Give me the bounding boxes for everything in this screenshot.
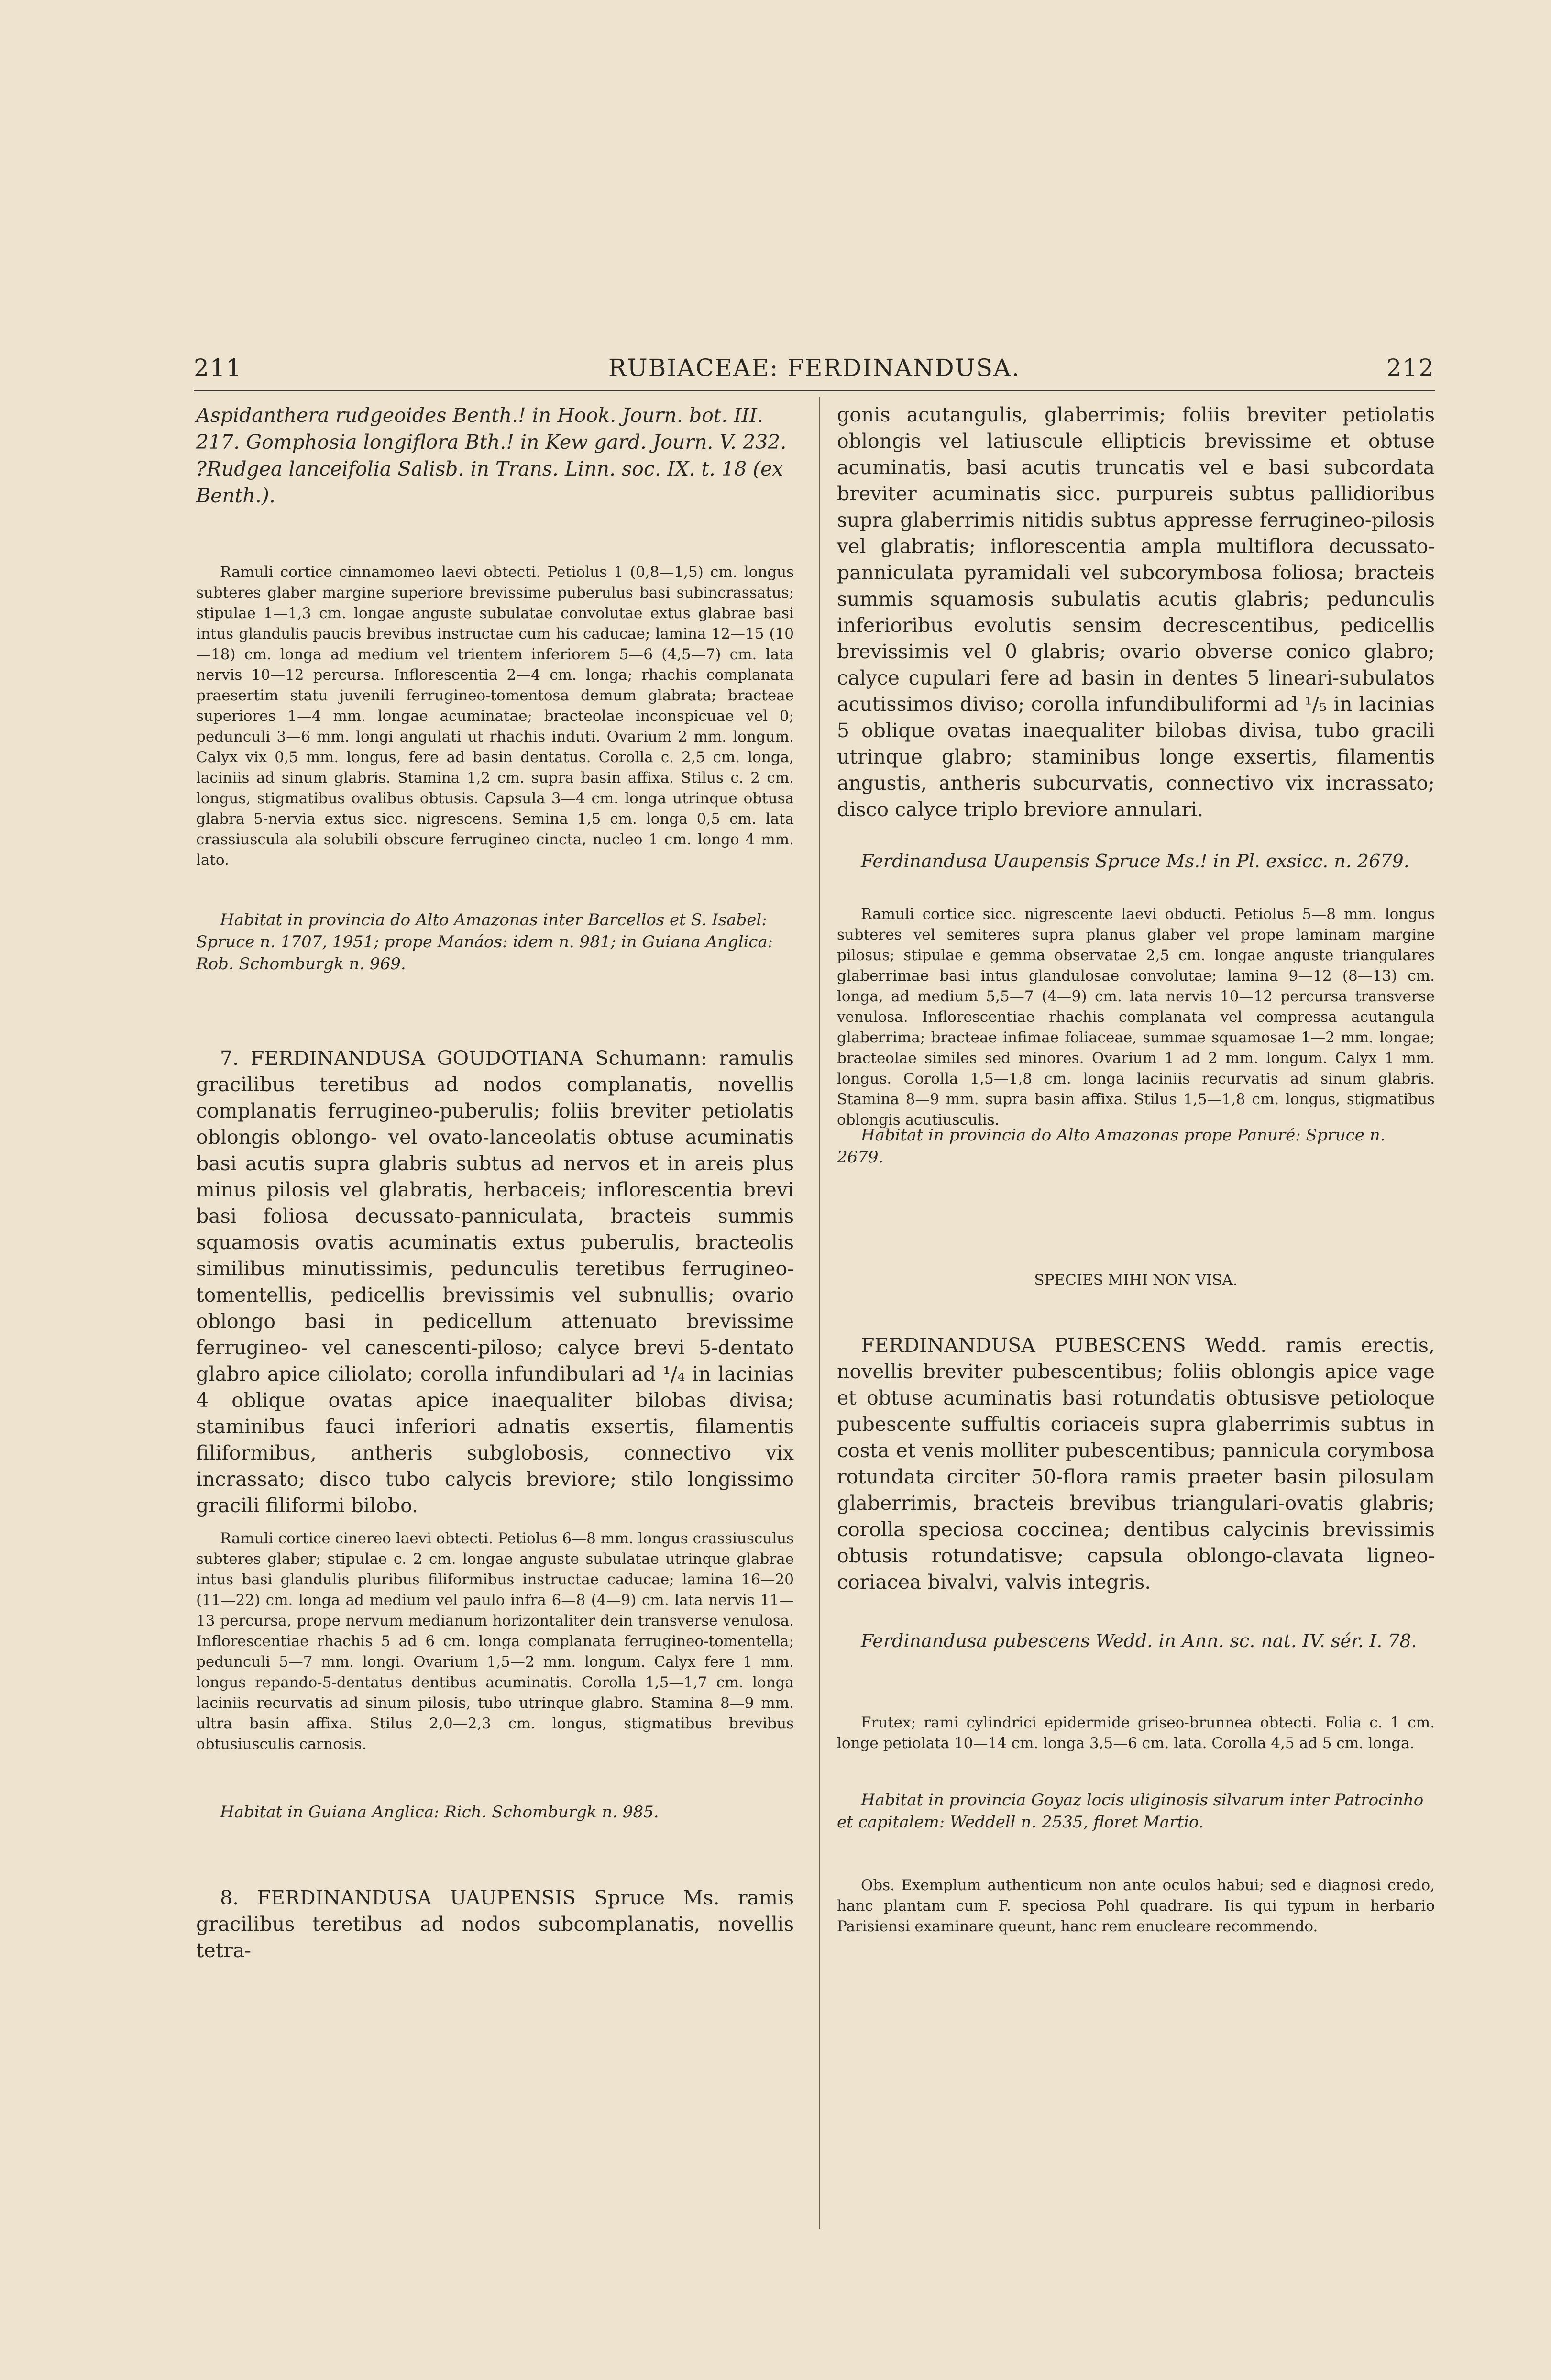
habitat-species-6: Habitat in provincia do Alto Amazonas inter Barcellos et S. Isabel: Spruce n. 1707, 1951; prope Manáos: idem n. 981; in Guiana Anglica: Rob. Schomburgk n. 969. bbox=[196, 910, 773, 974]
habitat-pubescens: Habitat in provincia Goyaz locis uliginosis silvarum inter Patrocinho et capitalem: Weddell n. 2535, floret Martio. bbox=[837, 1791, 1424, 1832]
species-7-diagnosis: 7. FERDINANDUSA GOUDOTIANA Schumann: ramulis gracilibus teretibus ad nodos complanatis, novellis complanatis ferrugineo-puberulis; foliis breviter petiolatis oblongis oblongo- vel ovato-lanceolatis obtuse acuminatis basi acutis supra glabris subtus ad nervos et in areis plus minus pilosis vel glabratis, herbaceis; inflorescentia brevi basi foliosa decussato-panniculata, bracteis summis squamosis ovatis acuminatis extus puberulis, bracteolis similibus minutissimis, pedunculis teretibus ferrugineo-tomentellis, pedicellis brevissimis vel subnullis; ovario oblongo basi in pedicellum attenuato brevissime ferrugineo- vel canescenti-piloso; calyce brevi 5-dentato glabro apice ciliolato; corolla infundibulari ad ¹/₄ in lacinias 4 oblique ovatas apice inaequaliter bilobas divisa; staminibus fauci inferiori adnatis exsertis, filamentis filiformibus, antheris subglobosis, connectivo vix incrassato; disco tubo calycis breviore; stilo longissimo gracili filiformi bilobo. bbox=[196, 1047, 794, 1517]
description-species-8: Ramuli cortice sicc. nigrescente laevi obducti. Petiolus 5—8 mm. longus subteres vel semiteres supra planus glaber vel prope laminam margine pilosus; stipulae e gemma observatae 2,5 cm. longae anguste triangulares glaberrimae basi intus glandulosae convolutae; lamina 9—12 (8—13) cm. longa, ad medium 5,5—7 (4—9) cm. lata nervis 10—12 percursa transverse venulosa. Inflorescentiae rhachis complanata vel compressa acutangula glaberrima; bracteae infimae foliaceae, summae squamosae 1—2 mm. longae; bracteolae similes sed minores. Ovarium 1 ad 2 mm. longum. Calyx 1 mm. longus. Corolla 1,5—1,8 cm. longa laciniis recurvatis ad sinum glabris. Stamina 8—9 mm. supra basin affixa. Stilus 1,5—1,8 cm. longus, stigmatibus oblongis acutiusculis. bbox=[837, 906, 1435, 1129]
synonymy: Aspidanthera rudgeoides Benth.! in Hook. Journ. bot. III. 217. Gomphosia longiflora Bth.! in Kew gard. Journ. V. 232. ?Rudgea lanceifolia Salisb. in Trans. Linn. soc. IX. t. 18 (ex Benth.). bbox=[196, 404, 787, 507]
observation-note: Obs. Exemplum authenticum non ante oculos habui; sed e diagnosi credo, hanc plantam cum F. speciosa Pohl quadrare. Iis qui typum in herbario Parisiensi examinare queunt, hanc rem enucleare recommendo. bbox=[837, 1877, 1435, 1935]
page-number-right: 212 bbox=[1386, 354, 1435, 382]
page-number-left: 211 bbox=[194, 354, 242, 382]
header-rule bbox=[194, 390, 1435, 391]
running-title: RUBIACEAE: FERDINANDUSA. bbox=[608, 354, 1021, 382]
citation-pubescens: Ferdinandusa pubescens Wedd. in Ann. sc. nat. IV. sér. I. 78. bbox=[861, 1630, 1417, 1651]
description-pubescens: Frutex; rami cylindrici epidermide griseo-brunnea obtecti. Folia c. 1 cm. longe petiolata 10—14 cm. longa 3,5—6 cm. lata. Corolla 4,5 ad 5 cm. longa. bbox=[837, 1714, 1435, 1752]
species-8-diagnosis-start: 8. FERDINANDUSA UAUPENSIS Spruce Ms. ramis gracilibus teretibus ad nodos subcomplanatis, novellis tetra- bbox=[196, 1886, 794, 1962]
column-divider bbox=[819, 397, 820, 2229]
species-8-diagnosis-continued: gonis acutangulis, glaberrimis; foliis breviter petiolatis oblongis vel latiuscule ellipticis brevissime et obtuse acuminatis, basi acutis truncatis vel e basi subcordata breviter acuminatis sicc. purpureis subtus pallidioribus supra glaberrimis nitidis subtus appresse ferrugineo-pilosis vel glabratis; inflorescentia ampla multiflora decussato-panniculata pyramidali vel subcorymbosa foliosa; bracteis summis squamosis subulatis acutis glabris; pedunculis inferioribus evolutis sensim decrescentibus, pedicellis brevissimis vel 0 glabris; ovario obverse conico glabro; calyce cupulari fere ad basin in dentes 5 lineari-subulatos acutissimos diviso; corolla infundibuliformi ad ¹/₅ in lacinias 5 oblique ovatas inaequaliter bilobas divisa, tubo gracili utrinque glabro; staminibus longe exsertis, filamentis angustis, antheris subcurvatis, connectivo vix incrassato; disco calyce triplo breviore annulari. bbox=[837, 403, 1435, 821]
section-heading: SPECIES MIHI NON VISA. bbox=[1034, 1272, 1238, 1289]
species-pubescens-diagnosis: FERDINANDUSA PUBESCENS Wedd. ramis erectis, novellis breviter pubescentibus; foliis oblongis apice vage et obtuse acuminatis basi rotundatis obtusisve petioloque pubescente suffultis coriaceis supra glaberrimis subtus in costa et venis molliter pubescentibus; pannicula corymbosa rotundata circiter 50-flora ramis praeter basin pilosulam glaberrimis, bracteis brevibus triangulari-ovatis glabris; corolla speciosa coccinea; dentibus calycinis brevissimis obtusis rotundatisve; capsula oblongo-clavata ligneo-coriacea bivalvi, valvis integris. bbox=[837, 1334, 1435, 1594]
description-species-7: Ramuli cortice cinereo laevi obtecti. Petiolus 6—8 mm. longus crassiusculus subteres glaber; stipulae c. 2 cm. longae anguste subulatae utrinque glabrae intus basi glandulis pluribus filiformibus instructae caducae; lamina 16—20 (11—22) cm. longa ad medium vel paulo infra 6—8 (4—9) cm. lata nervis 11—13 percursa, prope nervum medianum horizontaliter dein transverse venulosa. Inflorescentiae rhachis 5 ad 6 cm. longa complanata ferrugineo-tomentella; pedunculi 5—7 mm. longi. Ovarium 1,5—2 mm. longum. Calyx fere 1 mm. longus repando-5-dentatus dentibus acuminatis. Corolla 1,5—1,7 cm. longa laciniis recurvatis ad sinum pilosis, tubo utrinque glabro. Stamina 8—9 mm. ultra basin affixa. Stilus 2,0—2,3 cm. longus, stigmatibus brevibus obtusiusculis carnosis. bbox=[196, 1530, 794, 1753]
habitat-species-7: Habitat in Guiana Anglica: Rich. Schomburgk n. 985. bbox=[220, 1803, 659, 1822]
habitat-species-8: Habitat in provincia do Alto Amazonas prope Panuré: Spruce n. 2679. bbox=[837, 1126, 1386, 1167]
citation-species-8: Ferdinandusa Uaupensis Spruce Ms.! in Pl. exsicc. n. 2679. bbox=[861, 851, 1409, 872]
description-species-6: Ramuli cortice cinnamomeo laevi obtecti. Petiolus 1 (0,8—1,5) cm. longus subteres glaber margine superiore brevissime puberulus basi subincrassatus; stipulae 1—1,3 cm. longae anguste subulatae convolutae extus glabrae basi intus glandulis paucis brevibus instructae cum his caducae; lamina 12—15 (10—18) cm. longa ad medium vel trientem inferiorem 5—6 (4,5—7) cm. lata nervis 10—12 percursa. Inflorescentia 2—4 cm. longa; rhachis complanata praesertim statu juvenili ferrugineo-tomentosa demum glabrata; bracteae superiores 1—4 mm. longae acuminatae; bracteolae inconspicuae vel 0; pedunculi 3—6 mm. longi angulati ut rhachis induti. Ovarium 2 mm. longum. Calyx vix 0,5 mm. longus, fere ad basin dentatus. Corolla c. 2,5 cm. longa, laciniis ad sinum glabris. Stamina 1,2 cm. supra basin affixa. Stilus c. 2 cm. longus, stigmatibus ovalibus obtusis. Capsula 3—4 cm. longa utrinque obtusa glabra 5-nervia extus sicc. nigrescens. Semina 1,5 cm. longa 0,5 cm. lata crassiuscula ala solubili obscure ferrugineo cincta, nucleo 1 cm. longo 4 mm. lato. bbox=[196, 564, 794, 869]
